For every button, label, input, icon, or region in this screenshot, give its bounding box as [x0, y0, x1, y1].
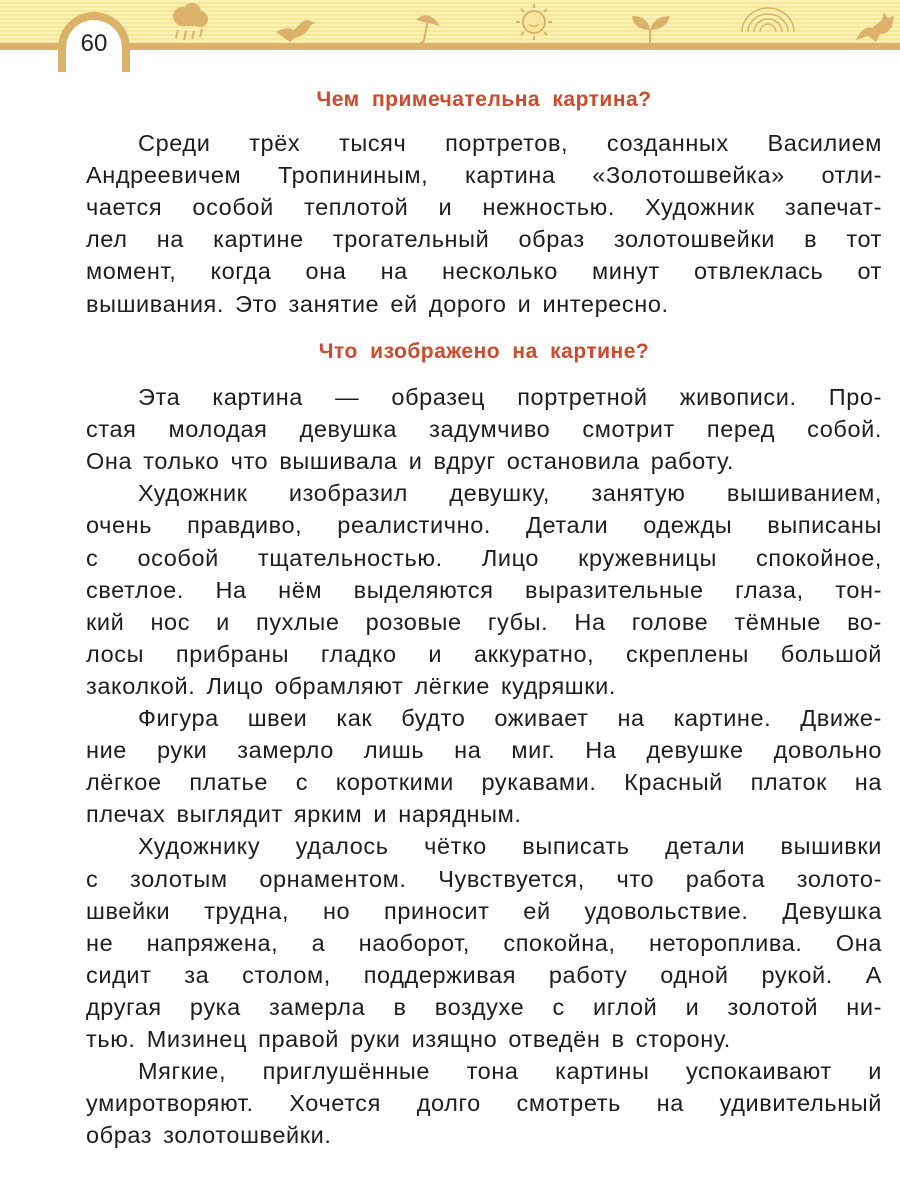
paragraph-line: момент, когда она на несколько минут отвлеклась от	[86, 258, 882, 285]
paragraph-line: Мягкие, приглушённые тона картины успокаивают и	[138, 1058, 882, 1085]
section-heading: Что изображено на картине?	[318, 340, 650, 363]
bird-icon	[272, 14, 322, 44]
paragraph-line: Эта картина — образец портретной живописи. Про-	[138, 384, 882, 410]
paragraph-line: лосы прибраны гладко и аккуратно, скреплены большой	[86, 640, 882, 667]
paragraph-line: сидит за столом, поддерживая работу одной рукой. А	[86, 961, 882, 988]
cloud-rain-icon	[160, 2, 220, 44]
paragraph-line: Фигура швеи как будто оживает на картине. Движе-	[138, 705, 882, 731]
rainbow-icon	[738, 4, 798, 34]
paragraph-line: другая рука замерла в воздухе с иглой и золотой ни-	[86, 993, 882, 1020]
paragraph-line: вышивания. Это занятие ей дорого и интересно.	[86, 290, 669, 317]
paragraph-line: светлое. На нём выделяются выразительные глаза, тон-	[86, 576, 882, 603]
paragraph-line: швейки трудна, но приносит ей удовольствие. Девушка	[86, 897, 882, 924]
paragraph-line: заколкой. Лицо обрамляют лёгкие кудряшки.	[86, 672, 616, 699]
paragraph-line: очень правдиво, реалистично. Детали одежды выписаны	[86, 512, 882, 539]
page-number: 60	[80, 30, 108, 57]
paragraph-line: Андреевичем Тропининым, картина «Золотошвейка» отли-	[86, 162, 882, 189]
paragraph-line: с золотым орнаментом. Чувствуется, что работа золото-	[86, 865, 882, 892]
paragraph-line: плечах выглядит ярким и нарядным.	[86, 801, 522, 828]
sun-icon	[512, 2, 556, 42]
paragraph-line: ние руки замерло лишь на миг. На девушке довольно	[86, 737, 882, 764]
cat-icon	[852, 6, 900, 46]
paragraph-line: лел на картине трогательный образ золотошвейки в тот	[86, 226, 882, 253]
paragraph-line: Она только что вышивала и вдруг остановила работу.	[86, 448, 735, 475]
paragraph-line: чается особой теплотой и нежностью. Художник запечат-	[86, 194, 882, 221]
paragraph-line: не напряжена, а наоборот, спокойна, нетороплива. Она	[86, 929, 882, 956]
paragraph-line: Художник изобразил девушку, занятую вышиванием,	[138, 480, 882, 507]
paragraph-line: с особой тщательностью. Лицо кружевницы спокойное,	[86, 544, 882, 571]
umbrella-icon	[408, 6, 448, 46]
header-divider	[0, 43, 900, 50]
sprout-icon	[628, 8, 674, 46]
paragraph-line: стая молодая девушка задумчиво смотрит перед собой.	[86, 416, 882, 443]
paragraph-line: тью. Мизинец правой руки изящно отведён в сторону.	[86, 1026, 731, 1052]
paragraph-line: кий нос и пухлые розовые губы. На голове тёмные во-	[86, 608, 882, 635]
paragraph-line: образ золотошвейки.	[86, 1122, 332, 1149]
paragraph-line: умиротворяют. Хочется долго смотреть на удивительный	[86, 1090, 882, 1117]
paragraph-line: Художнику удалось чётко выписать детали вышивки	[138, 833, 882, 860]
section-heading: Чем примечательна картина?	[316, 88, 652, 111]
paragraph-line: лёгкое платье с короткими рукавами. Красный платок на	[86, 769, 882, 796]
paragraph-line: Среди трёх тысяч портретов, созданных Василием	[138, 130, 882, 156]
